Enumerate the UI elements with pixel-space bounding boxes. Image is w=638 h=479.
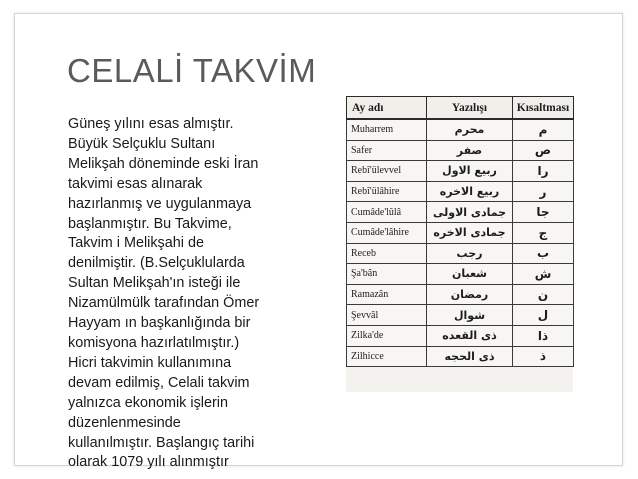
body-line: Nizamülmülk tarafından Ömer <box>68 295 260 312</box>
table-header-row <box>347 97 574 120</box>
month-arabic: ربيع الاخره <box>427 181 513 202</box>
month-abbr: ل <box>513 305 574 326</box>
month-table-image <box>346 96 573 392</box>
month-abbr: را <box>513 161 574 182</box>
body-line: Hicri takvimin kullanımına <box>68 354 232 371</box>
month-abbr: جا <box>513 202 574 223</box>
month-arabic: رمضان <box>427 284 513 305</box>
table-row <box>347 161 574 182</box>
month-name: Safer <box>347 140 427 161</box>
month-arabic: ربيع الاول <box>427 161 513 182</box>
month-arabic: شوال <box>427 305 513 326</box>
table-row <box>347 119 574 140</box>
month-abbr: ص <box>513 140 574 161</box>
month-table <box>346 96 574 367</box>
month-name: Şevvâl <box>347 305 427 326</box>
body-line: Melikşah döneminde eski İran <box>68 155 259 172</box>
month-name: Muharrem <box>347 119 427 140</box>
header-abbreviation: Kısaltması <box>513 97 574 120</box>
month-name: Receb <box>347 243 427 264</box>
table-row <box>347 202 574 223</box>
body-line: Takvim i Melikşahi de <box>68 235 204 252</box>
table-row <box>347 325 574 346</box>
body-line: yalnızca ekonomik işlerin <box>68 394 228 411</box>
header-spelling: Yazılışı <box>427 97 513 120</box>
body-line: takvimi esas alınarak <box>68 175 203 192</box>
table-row <box>347 264 574 285</box>
body-line: komisyona hazırlatılmıştır.) <box>68 334 240 351</box>
month-arabic: رجب <box>427 243 513 264</box>
month-name: Cumâde'lâhire <box>347 222 427 243</box>
slide-title: CELALİ TAKVİM <box>67 52 317 89</box>
table-row <box>347 305 574 326</box>
body-text <box>68 115 293 473</box>
month-abbr: ر <box>513 181 574 202</box>
month-name: Zilhicce <box>347 346 427 367</box>
table-row <box>347 284 574 305</box>
month-name: Rebî'ülevvel <box>347 161 427 182</box>
table-row <box>347 181 574 202</box>
body-line: Hayyam ın başkanlığında bir <box>68 315 251 332</box>
month-arabic: صفر <box>427 140 513 161</box>
month-name: Şa'bân <box>347 264 427 285</box>
table-row <box>347 222 574 243</box>
month-abbr: ب <box>513 243 574 264</box>
month-name: Zilka'de <box>347 325 427 346</box>
header-month-name: Ay adı <box>347 97 427 120</box>
body-line: Büyük Selçuklu Sultanı <box>68 135 216 152</box>
table-row <box>347 140 574 161</box>
body-line: olarak 1079 yılı alınmıştır <box>68 454 229 471</box>
body-line: düzenlenmesinde <box>68 414 181 431</box>
month-arabic: محرم <box>427 119 513 140</box>
month-abbr: ذ <box>513 346 574 367</box>
month-arabic: ذى القعده <box>427 325 513 346</box>
month-name: Rebî'ülâhire <box>347 181 427 202</box>
month-abbr: ج <box>513 222 574 243</box>
body-line: hazırlanmış ve uygulanmaya <box>68 195 252 212</box>
month-arabic: جمادى الاخره <box>427 222 513 243</box>
month-abbr: م <box>513 119 574 140</box>
month-abbr: ن <box>513 284 574 305</box>
month-abbr: ش <box>513 264 574 285</box>
month-name: Ramazân <box>347 284 427 305</box>
month-name: Cumâde'lûlâ <box>347 202 427 223</box>
body-line: kullanılmıştır. Başlangıç tarihi <box>68 434 255 451</box>
month-arabic: جمادى الاولى <box>427 202 513 223</box>
table-row <box>347 243 574 264</box>
month-abbr: ذا <box>513 325 574 346</box>
month-arabic: ذى الحجه <box>427 346 513 367</box>
body-line: denilmiştir. (B.Selçuklularda <box>68 255 245 272</box>
month-arabic: شعبان <box>427 264 513 285</box>
table-row <box>347 346 574 367</box>
body-line: Güneş yılını esas almıştır. <box>68 116 234 132</box>
body-line: Sultan Melikşah'ın isteği ile <box>68 275 241 292</box>
body-line: devam edilmiş, Celali takvim <box>68 374 250 391</box>
body-line: başlanmıştır. Bu Takvime, <box>68 215 232 232</box>
